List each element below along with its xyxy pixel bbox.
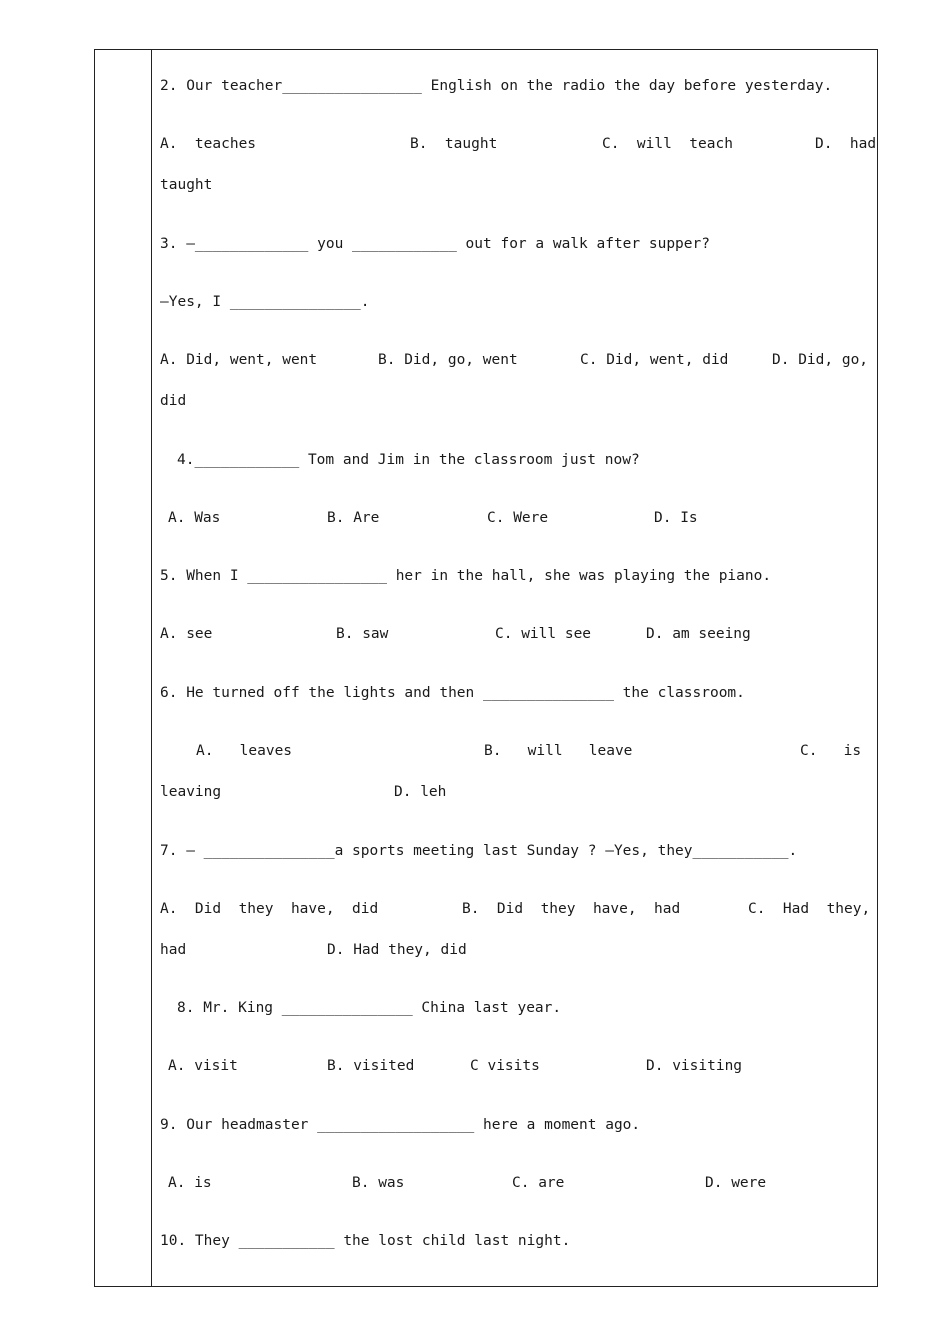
- q8-option-a: A. visit: [168, 1058, 238, 1074]
- question-3-stem: 3. —_____________ you ____________ out for a walk after supper?: [160, 236, 710, 252]
- q5-option-b: B. saw: [336, 626, 389, 642]
- q6-option-c-cont: leaving: [160, 784, 222, 800]
- question-7-stem: 7. — _______________a sports meeting last Sunday ? —Yes, they___________.: [160, 843, 798, 859]
- q5-option-a: A. see: [160, 626, 213, 642]
- q2-option-d-cont: taught: [160, 177, 213, 193]
- question-10-stem: 10. They ___________ the lost child last night.: [160, 1233, 571, 1249]
- q6-option-b: B. will leave: [484, 743, 633, 759]
- question-3-reply: —Yes, I _______________.: [160, 294, 370, 310]
- q7-option-d: D. Had they, did: [327, 942, 467, 958]
- q4-option-b: B. Are: [327, 510, 380, 526]
- q7-option-c: C. Had they,: [748, 901, 871, 917]
- q4-option-c: C. Were: [487, 510, 549, 526]
- q3-option-a: A. Did, went, went: [160, 352, 318, 368]
- question-8-stem: 8. Mr. King _______________ China last year.: [177, 1000, 562, 1016]
- question-6-stem: 6. He turned off the lights and then _______________ the classroom.: [160, 685, 745, 701]
- q9-option-b: B. was: [352, 1175, 405, 1191]
- question-5-stem: 5. When I ________________ her in the hall, she was playing the piano.: [160, 568, 772, 584]
- q6-option-d: D. leh: [394, 784, 447, 800]
- q2-option-a: A. teaches: [160, 136, 257, 152]
- q8-option-b: B. visited: [327, 1058, 415, 1074]
- q4-option-a: A. Was: [168, 510, 221, 526]
- q2-option-d: D. had: [815, 136, 877, 152]
- q7-option-c-cont: had: [160, 942, 187, 958]
- q8-option-c: C visits: [470, 1058, 540, 1074]
- q3-option-d-cont: did: [160, 393, 187, 409]
- q5-option-c: C. will see: [495, 626, 592, 642]
- q6-option-a: A. leaves: [196, 743, 293, 759]
- q9-option-d: D. were: [705, 1175, 767, 1191]
- q9-option-c: C. are: [512, 1175, 565, 1191]
- q3-option-d: D. Did, go,: [772, 352, 869, 368]
- q7-option-a: A. Did they have, did: [160, 901, 379, 917]
- column-divider: [151, 49, 152, 1287]
- q9-option-a: A. is: [168, 1175, 212, 1191]
- q7-option-b: B. Did they have, had: [462, 901, 681, 917]
- question-9-stem: 9. Our headmaster __________________ here a moment ago.: [160, 1117, 641, 1133]
- q8-option-d: D. visiting: [646, 1058, 743, 1074]
- q2-option-c: C. will teach: [602, 136, 733, 152]
- q2-option-b: B. taught: [410, 136, 498, 152]
- question-4-stem: 4.____________ Tom and Jim in the classroom just now?: [177, 452, 640, 468]
- q3-option-c: C. Did, went, did: [580, 352, 729, 368]
- q5-option-d: D. am seeing: [646, 626, 751, 642]
- question-2-stem: 2. Our teacher________________ English on the radio the day before yesterday.: [160, 78, 833, 94]
- q4-option-d: D. Is: [654, 510, 698, 526]
- q6-option-c: C. is: [800, 743, 862, 759]
- q3-option-b: B. Did, go, went: [378, 352, 518, 368]
